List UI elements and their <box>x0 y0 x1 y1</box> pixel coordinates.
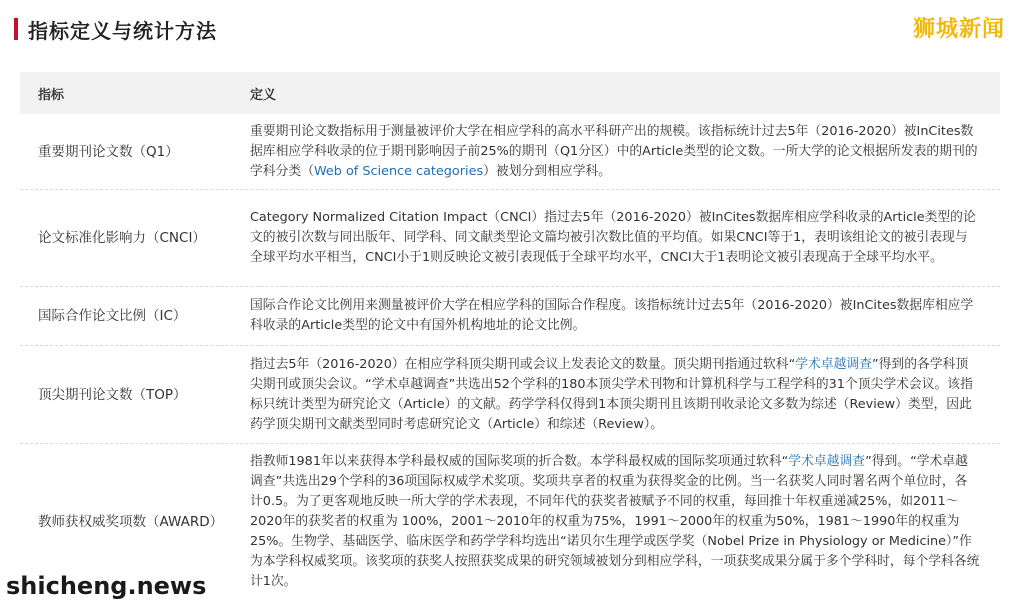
table-row <box>20 346 1000 444</box>
definition-text: 重要期刊论文数指标用于测量被评价大学在相应学科的高水平科研产出的规模。该指标统计过去5年（2016-2020）被InCites数据库相应学科收录的位于期刊影响因子前25%的期刊（Q1分区）中的Article类型的论文数。一所大学的论文根据所发表的期刊的学科分类（ <box>250 123 978 179</box>
table-header <box>20 72 1000 114</box>
header-indicator: 指标 <box>38 87 65 103</box>
definition-cell <box>234 448 1000 596</box>
definition-text: Category Normalized Citation Impact（CNCI）指过去5年（2016-2020）被InCites数据库相应学科收录的Article类型的论文的被引次数与同出版年、同学科、同文献类型论文篇均被引次数比值的平均值。如果CNCI等于1，表明该组论文的被引表现与全球平均水平相当，CNCI小于1则反映论文被引表现低于全球平均水平，CNCI大于1表明论文被引表现高于全球平均水平。 <box>250 210 976 265</box>
indicator-cell: 重要期刊论文数（Q1） <box>38 143 179 160</box>
wos-categories-link[interactable]: Web of Science categories <box>313 163 484 179</box>
definition-cell <box>234 351 1000 439</box>
definition-text: 国际合作论文比例用来测量被评价大学在相应学科的国际合作程度。该指标统计过去5年（2016-2020）被InCites数据库相应学科收录的Article类型的论文中有国外机构地址的论文比例。 <box>250 298 974 333</box>
indicator-cell: 国际合作论文比例（IC） <box>38 308 187 324</box>
table-row <box>20 190 1000 287</box>
section-header <box>14 14 217 44</box>
indicator-cell: 论文标准化影响力（CNCI） <box>38 230 206 246</box>
indicator-table <box>20 72 1000 600</box>
site-watermark: shicheng.news <box>6 572 207 600</box>
site-logo: 狮城新闻 <box>912 16 1005 42</box>
definition-text: ”得到。“学术卓越调查”共选出29个学科的36项国际权威学术奖项。奖项共享者的权重为获得奖金的比例。当一名获奖人同时署名两个单位时，各计0.5。为了更客观地反映一所大学的学术表现，不同年代的获奖者被赋予不同的权重，每回推十年权重递减25%，如2011～2020年的获奖者的权重为 100%，2001～2010年的权重为75%，1991～2000年的权重为50%，1981～1990年的权重为25%。生物学、基础医学、临床医学和药学学科均选出“诺贝尔生理学或医学奖（Nobel Prize in Physiology or Medicine）”作为本学科权威奖项。该奖项的获奖人按照获奖成果的研究领域被划分到相应学科，一项获奖成果分属于多个学科时，每个学科各统计1次。 <box>250 454 980 589</box>
table-row <box>20 114 1000 190</box>
definition-text: ）被划分到相应学科。 <box>483 163 612 179</box>
indicator-cell: 顶尖期刊论文数（TOP） <box>38 386 187 403</box>
indicator-cell: 教师获权威奖项数（AWARD） <box>38 514 224 530</box>
header-definition: 定义 <box>250 87 277 103</box>
definition-cell <box>234 204 1000 272</box>
academic-excellence-survey-link[interactable]: 学术卓越调查 <box>788 454 866 469</box>
header-accent-bar <box>14 18 18 40</box>
academic-excellence-survey-link[interactable]: 学术卓越调查 <box>795 356 872 372</box>
table-row <box>20 287 1000 346</box>
definition-text: 指教师1981年以来获得本学科最权威的国际奖项的折合数。本学科最权威的国际奖项通过软科“ <box>250 454 789 469</box>
page-title: 指标定义与统计方法 <box>28 18 217 43</box>
definition-cell <box>234 118 1000 186</box>
definition-cell <box>234 292 1000 340</box>
definition-text: ”得到的各学科顶尖期刊或顶尖会议。“学术卓越调查”共选出52个学科的180本顶尖学术刊物和计算机科学与工程学科的31个顶尖学术会议。该指标只统计类型为研究论文（Article）的文献。药学学科仅得到1本顶尖期刊且该期刊收录论文多数为综述（Review）类型，因此药学顶尖期刊文献类型同时考虑研究论文（Article）和综述（Review）。 <box>250 356 973 432</box>
definition-text: 指过去5年（2016-2020）在相应学科顶尖期刊或会议上发表论文的数量。顶尖期刊指通过软科“ <box>250 356 796 372</box>
